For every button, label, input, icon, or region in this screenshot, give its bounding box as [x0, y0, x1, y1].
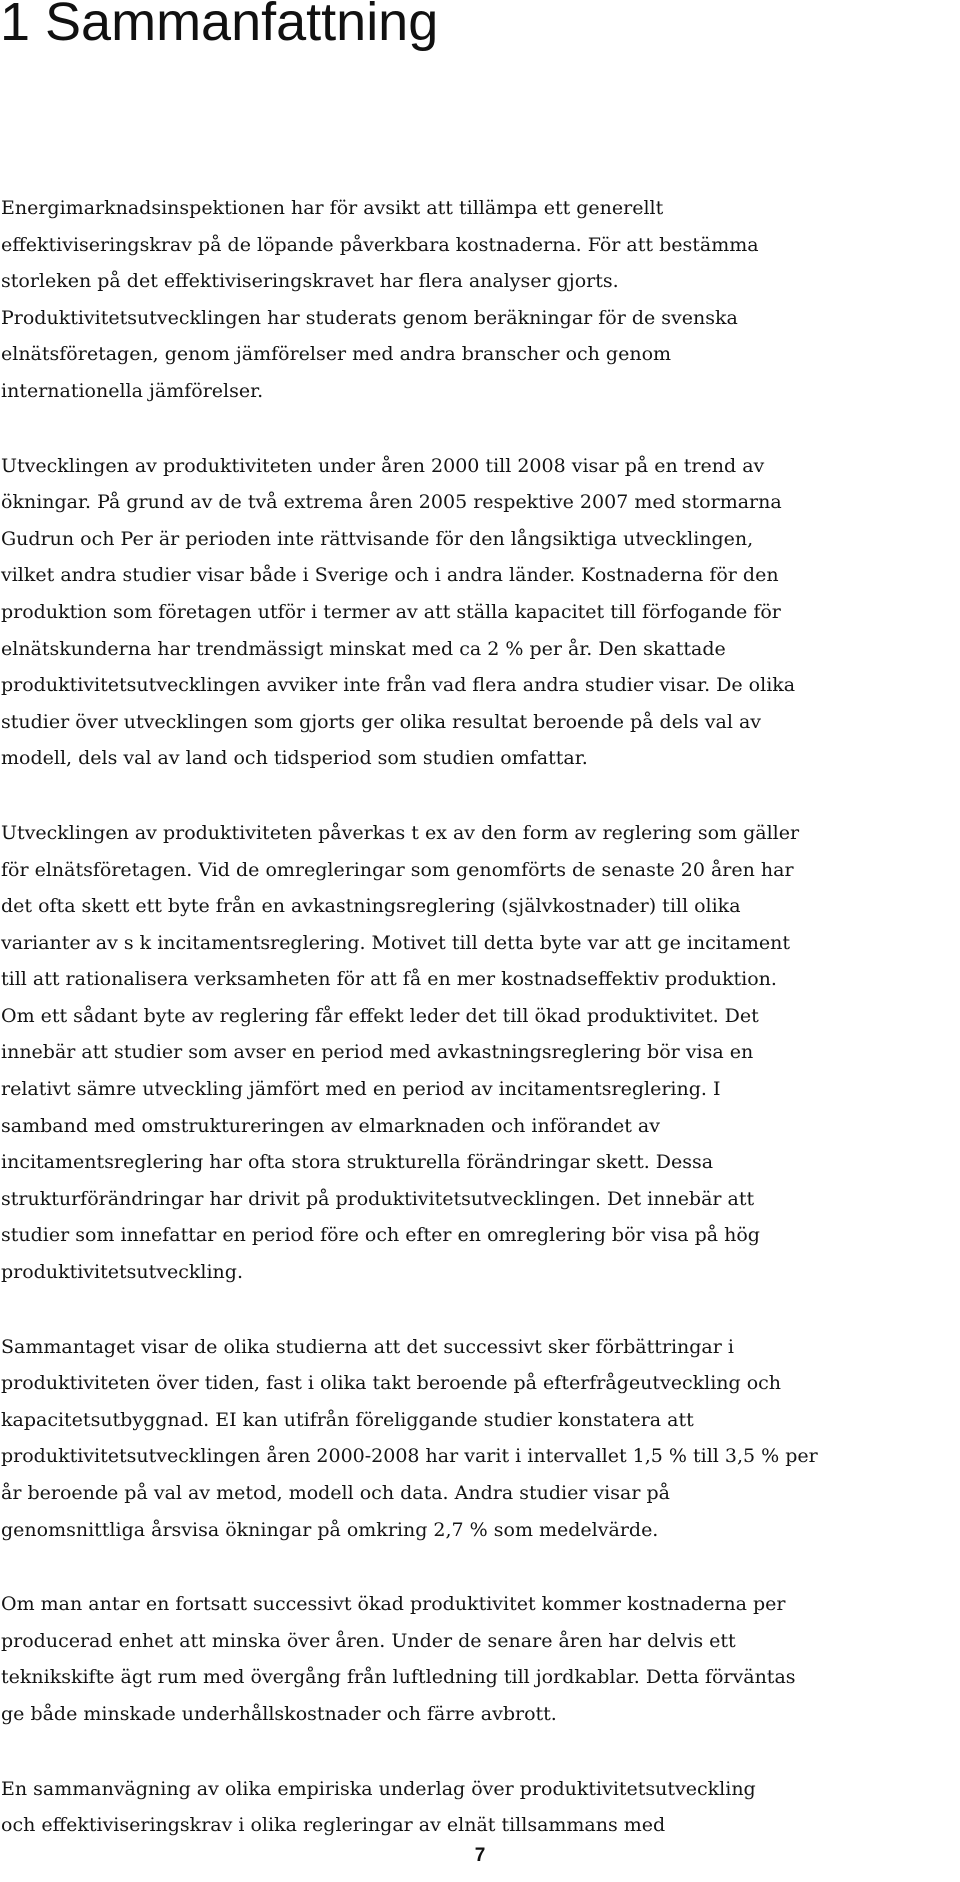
paragraph-line: vilket andra studier visar både i Sverige och i andra länder. Kostnaderna för den: [1, 564, 779, 587]
paragraph-line: Om ett sådant byte av reglering får effekt leder det till ökad produktivitet. Det: [1, 1004, 759, 1027]
paragraph-line: år beroende på val av metod, modell och data. Andra studier visar på: [1, 1482, 670, 1504]
paragraph: [1, 448, 956, 777]
paragraph-line: En sammanvägning av olika empiriska underlag över produktivitetsutveckling: [1, 1777, 756, 1800]
page-number: 7: [474, 1845, 486, 1866]
paragraph: [1, 815, 956, 1291]
paragraph-line: elnätskunderna har trendmässigt minskat med ca 2 % per år. Den skattade: [1, 637, 726, 660]
paragraph-line: Utvecklingen av produktiviteten under åren 2000 till 2008 visar på en trend av: [1, 454, 765, 477]
paragraph-line: storleken på det effektiviseringskravet har flera analyser gjorts.: [1, 270, 619, 293]
paragraph: [1, 1329, 956, 1549]
paragraph-line: relativt sämre utveckling jämfört med en period av incitamentsreglering. I: [1, 1078, 721, 1101]
paragraph-line: incitamentsreglering har ofta stora strukturella förändringar skett. Dessa: [1, 1151, 714, 1174]
paragraph-line: effektiviseringskrav på de löpande påverkbara kostnaderna. För att bestämma: [1, 233, 759, 256]
paragraph-line: produktiviteten över tiden, fast i olika takt beroende på efterfrågeutveckling och: [1, 1372, 782, 1395]
paragraph-line: produktivitetsutveckling.: [1, 1261, 243, 1284]
paragraph-line: det ofta skett ett byte från en avkastningsreglering (självkostnader) till olika: [1, 895, 741, 918]
paragraph-line: producerad enhet att minska över åren. Under de senare åren har delvis ett: [1, 1629, 736, 1652]
paragraph-line: Om man antar en fortsatt successivt ökad produktivitet kommer kostnaderna per: [1, 1593, 786, 1616]
paragraph-line: Energimarknadsinspektionen har för avsikt att tillämpa ett generellt: [1, 197, 664, 219]
paragraph-line: och effektiviseringskrav i olika regleringar av elnät tillsammans med: [1, 1814, 666, 1837]
paragraph-line: produktion som företagen utför i termer av att ställa kapacitet till förfogande för: [1, 600, 781, 623]
paragraph-line: samband med omstruktureringen av elmarknaden och införandet av: [1, 1114, 660, 1137]
paragraph-line: ge både minskade underhållskostnader och färre avbrott.: [1, 1702, 557, 1725]
paragraph-line: Sammantaget visar de olika studierna att det successivt sker förbättringar i: [1, 1335, 734, 1358]
paragraph-line: modell, dels val av land och tidsperiod som studien omfattar.: [1, 747, 588, 770]
paragraph-line: kapacitetsutbyggnad. EI kan utifrån föreliggande studier konstatera att: [1, 1408, 694, 1431]
paragraph-line: teknikskifte ägt rum med övergång från luftledning till jordkablar. Detta förväntas: [1, 1666, 796, 1689]
section-heading: 1 Sammanfattning: [0, 0, 439, 52]
paragraph-line: Gudrun och Per är perioden inte rättvisande för den långsiktiga utvecklingen,: [1, 527, 754, 550]
paragraph-line: varianter av s k incitamentsreglering. Motivet till detta byte var att ge incitament: [1, 931, 790, 954]
paragraph: [1, 1586, 956, 1732]
paragraph: [1, 1771, 956, 1844]
paragraph-line: produktivitetsutvecklingen avviker inte från vad flera andra studier visar. De olika: [1, 674, 796, 697]
paragraph-line: till att rationalisera verksamheten för att få en mer kostnadseffektiv produktion.: [1, 968, 777, 991]
paragraph-line: elnätsföretagen, genom jämförelser med andra branscher och genom: [1, 343, 672, 366]
paragraph-line: studier över utvecklingen som gjorts ger olika resultat beroende på dels val av: [1, 710, 762, 733]
paragraph: [1, 190, 956, 410]
paragraph-line: strukturförändringar har drivit på produktivitetsutvecklingen. Det innebär att: [1, 1187, 755, 1210]
paragraph-line: Utvecklingen av produktiviteten påverkas t ex av den form av reglering som gäller: [1, 821, 800, 844]
paragraph-line: ökningar. På grund av de två extrema åren 2005 respektive 2007 med stormarna: [1, 491, 782, 514]
paragraph-line: internationella jämförelser.: [1, 379, 264, 402]
paragraph-line: produktivitetsutvecklingen åren 2000-2008 har varit i intervallet 1,5 % till 3,5 % per: [1, 1445, 818, 1468]
paragraph-line: Produktivitetsutvecklingen har studerats genom beräkningar för de svenska: [1, 306, 738, 329]
paragraph-line: för elnätsföretagen. Vid de omregleringar som genomförts de senaste 20 åren har: [1, 858, 794, 881]
body-text: [1, 190, 956, 1882]
paragraph-line: studier som innefattar en period före och efter en omreglering bör visa på hög: [1, 1224, 760, 1247]
paragraph-line: innebär att studier som avser en period med avkastningsreglering bör visa en: [1, 1041, 754, 1064]
paragraph-line: genomsnittliga årsvisa ökningar på omkring 2,7 % som medelvärde.: [1, 1518, 659, 1541]
